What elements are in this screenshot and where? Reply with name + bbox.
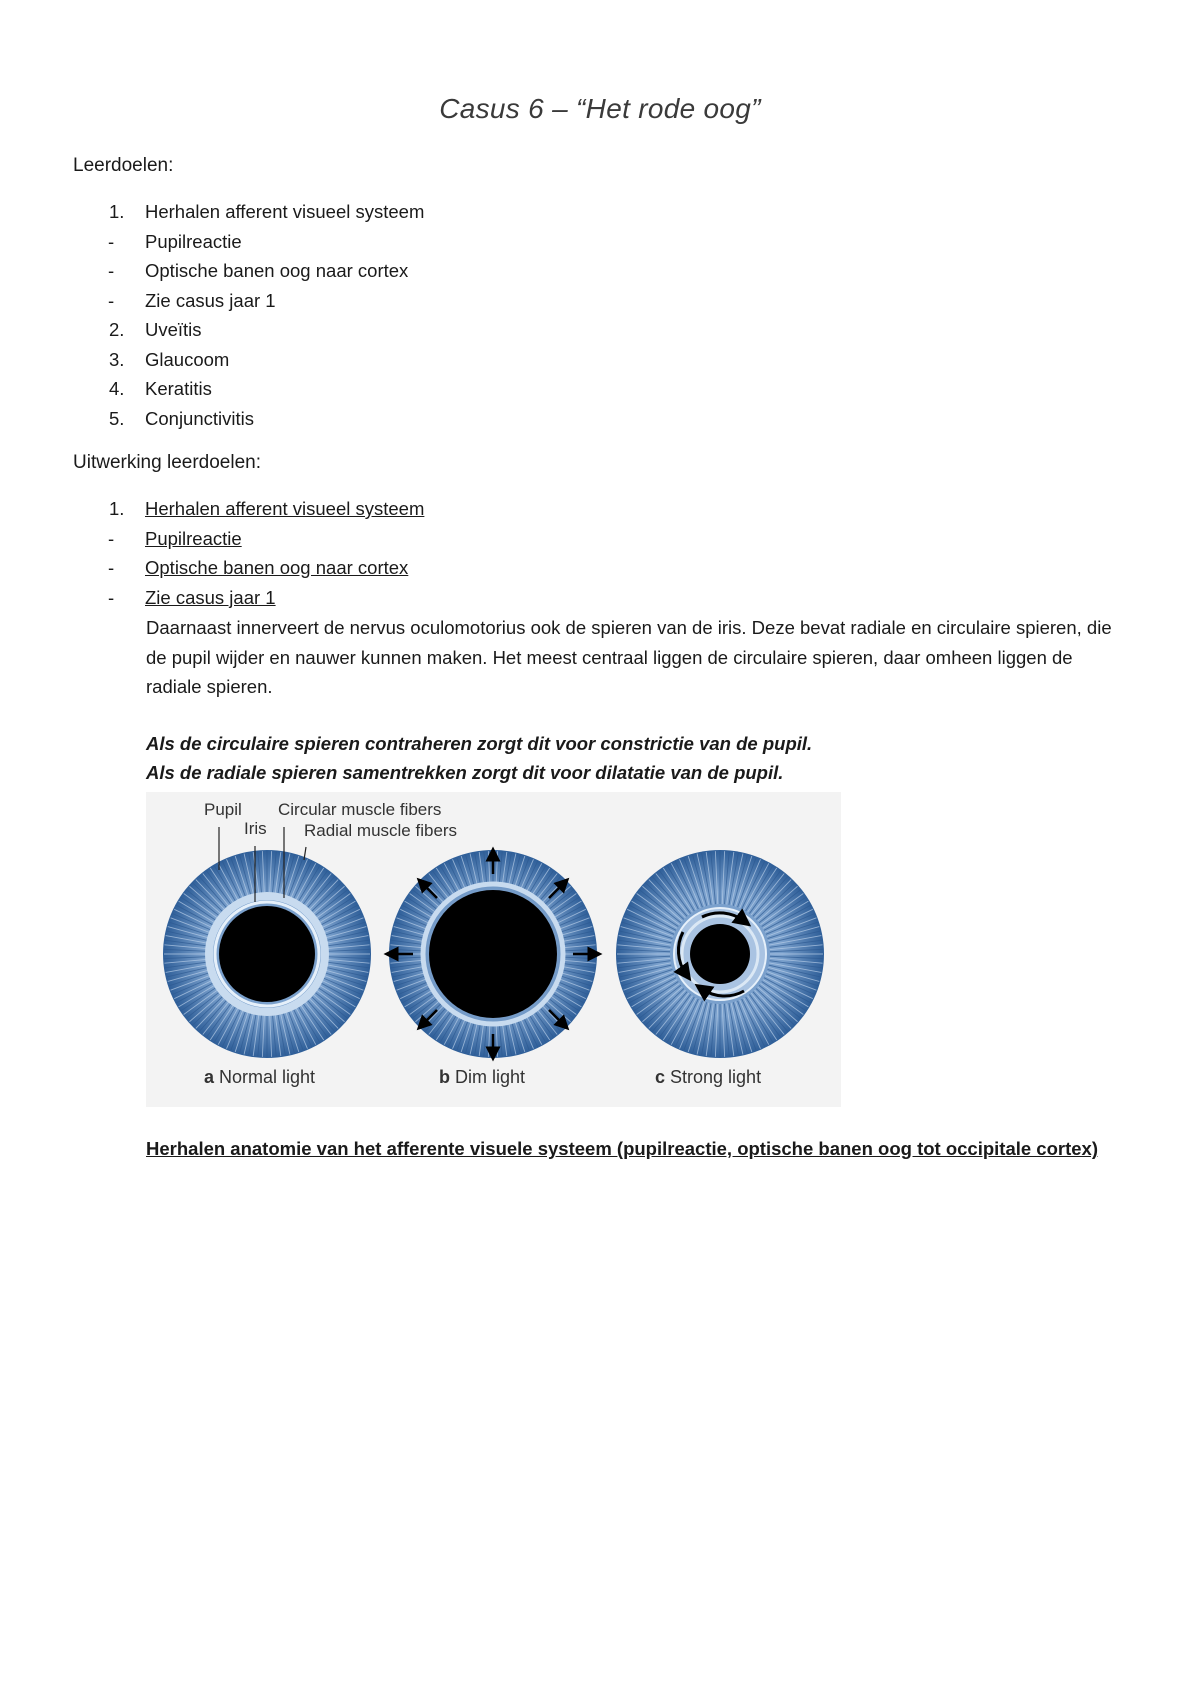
caption-text: Strong light <box>670 1067 762 1087</box>
figure-labels <box>204 800 457 840</box>
list-item-text: Optische banen oog naar cortex <box>145 557 409 578</box>
list-marker: 4. <box>109 378 125 399</box>
svg-text:cStrong light <box>655 1067 761 1087</box>
label-iris: Iris <box>244 819 267 838</box>
label-circular: Circular muscle fibers <box>278 800 442 819</box>
list-item <box>73 494 424 524</box>
caption-letter: a <box>204 1067 215 1087</box>
list-item <box>73 404 424 434</box>
list-marker: - <box>108 557 115 578</box>
list-item-text: Zie casus jaar 1 <box>145 586 276 608</box>
list-item <box>73 524 424 554</box>
list-item-text: Glaucoom <box>145 348 230 370</box>
figure-captions <box>204 1067 761 1087</box>
iris-diagram <box>146 792 841 1107</box>
eye-strong-light <box>616 850 824 1058</box>
eye-dim-light <box>389 850 597 1058</box>
body-paragraph <box>146 613 1126 702</box>
list-item <box>73 227 424 257</box>
caption-text: Dim light <box>455 1067 526 1087</box>
list-item <box>73 197 424 227</box>
list-item <box>73 256 424 286</box>
list-marker: 5. <box>109 407 125 429</box>
list-marker: - <box>108 586 115 608</box>
uitwerking-heading: Uitwerking leerdoelen: <box>73 452 261 473</box>
list-marker: 2. <box>109 319 125 340</box>
list-item <box>73 315 424 345</box>
list-marker: 1. <box>109 201 125 222</box>
pupil <box>219 906 315 1002</box>
pupil <box>690 924 750 984</box>
list-marker: 1. <box>109 498 125 519</box>
list-item-text: Zie casus jaar 1 <box>145 289 276 311</box>
svg-text:bDim light <box>439 1067 525 1087</box>
list-marker: - <box>108 527 115 549</box>
list-item-text: Uveïtis <box>145 319 202 340</box>
list-marker: - <box>108 289 115 311</box>
caption-letter: c <box>655 1067 666 1087</box>
list-item <box>73 553 424 583</box>
leerdoelen-heading: Leerdoelen: <box>73 155 174 176</box>
bold-statement-circular: Als de circulaire spieren contraheren zorgt dit voor constrictie van de pupil. <box>146 733 813 754</box>
list-item <box>73 345 424 375</box>
eye-normal-light <box>163 850 371 1058</box>
list-item <box>73 583 424 613</box>
paragraph-text: Daarnaast innerveert de nervus oculomotorius ook de spieren van de iris. Deze bevat radiale en circulaire spieren, die de pupil wijder en nauwer kunnen maken. Het meest centraal liggen de circulaire spieren, daar omheen liggen de radiale spieren. <box>146 617 1112 697</box>
bold-statement-radial: Als de radiale spieren samentrekken zorgt dit voor dilatatie van de pupil. <box>146 762 784 783</box>
pupil <box>429 890 557 1018</box>
label-pupil: Pupil <box>204 800 242 819</box>
list-item <box>73 286 424 316</box>
list-item-text: Herhalen afferent visueel systeem <box>145 498 425 519</box>
list-marker: - <box>108 260 115 281</box>
list-item-text: Optische banen oog naar cortex <box>145 260 409 281</box>
leerdoelen-list <box>73 197 424 433</box>
svg-text:aNormal light <box>204 1067 315 1087</box>
document-title: Casus 6 – “Het rode oog” <box>439 93 761 124</box>
list-item <box>73 374 424 404</box>
caption-text: Normal light <box>219 1067 316 1087</box>
list-marker: 3. <box>109 348 125 370</box>
list-item-text: Herhalen afferent visueel systeem <box>145 201 425 222</box>
list-item-text: Pupilreactie <box>145 527 242 549</box>
iris-muscle-figure <box>146 792 841 1107</box>
list-item-text: Conjunctivitis <box>145 407 254 429</box>
label-radial: Radial muscle fibers <box>304 821 458 840</box>
caption-letter: b <box>439 1067 450 1087</box>
uitwerking-list <box>73 494 424 612</box>
list-marker: - <box>108 230 115 252</box>
section-heading: Herhalen anatomie van het afferente visuele systeem (pupilreactie, optische banen oog tot occipitale cortex) <box>146 1138 1098 1159</box>
list-item-text: Pupilreactie <box>145 230 242 252</box>
list-item-text: Keratitis <box>145 378 212 399</box>
